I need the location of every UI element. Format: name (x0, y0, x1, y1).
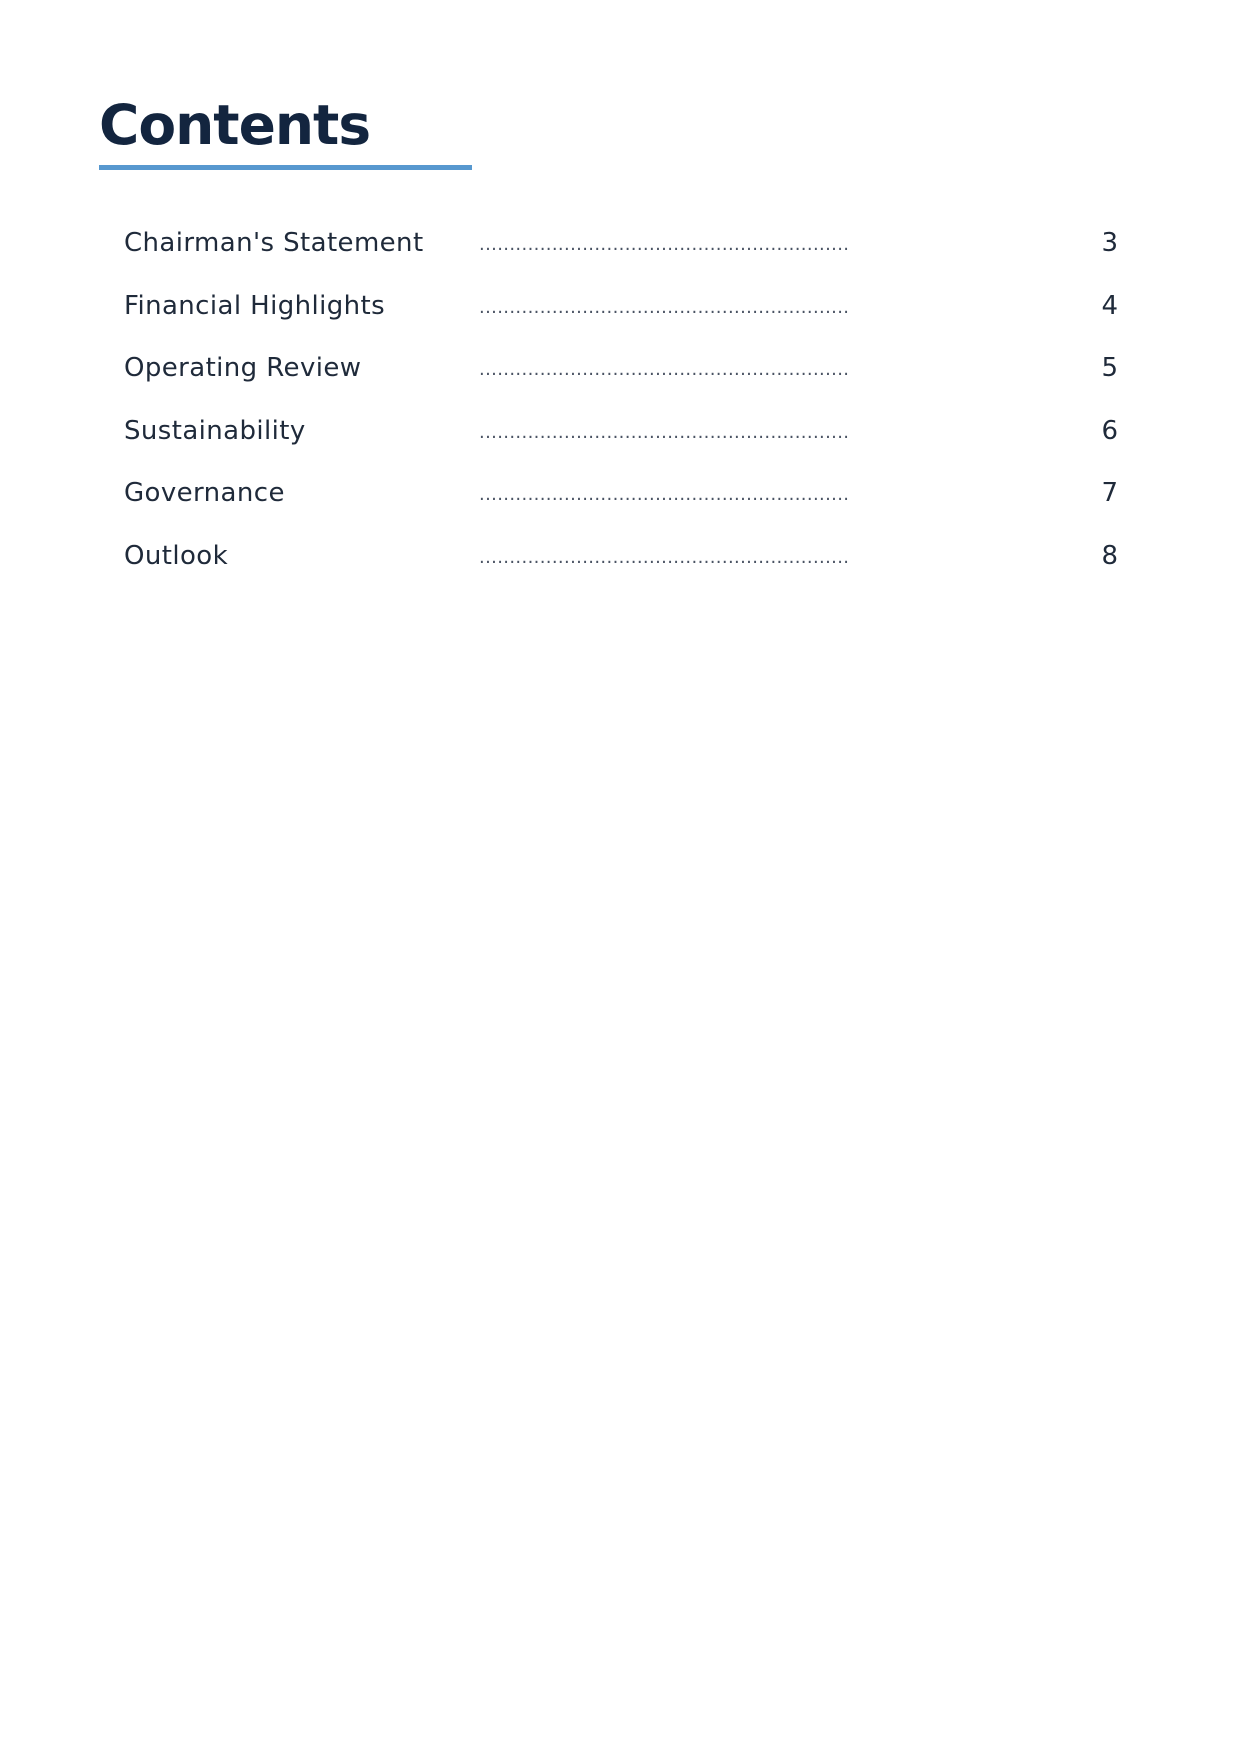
toc-page-number: 4 (1101, 290, 1118, 321)
toc-entry-label: Sustainability (124, 415, 306, 446)
toc-page-number: 7 (1101, 478, 1118, 509)
toc-entry-label: Governance (124, 478, 285, 509)
toc-entry-governance[interactable] (0, 468, 1240, 531)
toc-dot-leader: ............................................................. (479, 546, 850, 568)
toc-entry-sustainability[interactable] (0, 406, 1240, 469)
toc-page-number: 8 (1101, 540, 1118, 571)
toc-entry-outlook[interactable] (0, 531, 1240, 594)
toc-dot-leader: ............................................................. (479, 359, 850, 381)
toc-entry-label: Operating Review (124, 353, 362, 384)
toc-entry-label: Outlook (124, 540, 229, 571)
toc-page-number: 6 (1101, 415, 1118, 446)
table-of-contents (0, 218, 1240, 594)
toc-page-number: 3 (1101, 228, 1118, 258)
toc-entry-financial-highlights[interactable] (0, 281, 1240, 344)
toc-dot-leader: ............................................................. (479, 234, 850, 255)
title-underline (99, 165, 472, 170)
toc-dot-leader: ............................................................. (479, 296, 850, 318)
toc-entry-chairmans-statement[interactable] (0, 218, 1240, 281)
page-title: Contents (99, 93, 371, 157)
toc-dot-leader: ............................................................. (479, 484, 850, 506)
toc-entry-label: Chairman's Statement (124, 228, 424, 258)
toc-entry-label: Financial Highlights (124, 290, 386, 321)
toc-page-number: 5 (1101, 353, 1118, 384)
toc-entry-operating-review[interactable] (0, 343, 1240, 406)
toc-dot-leader: ............................................................. (479, 421, 850, 443)
